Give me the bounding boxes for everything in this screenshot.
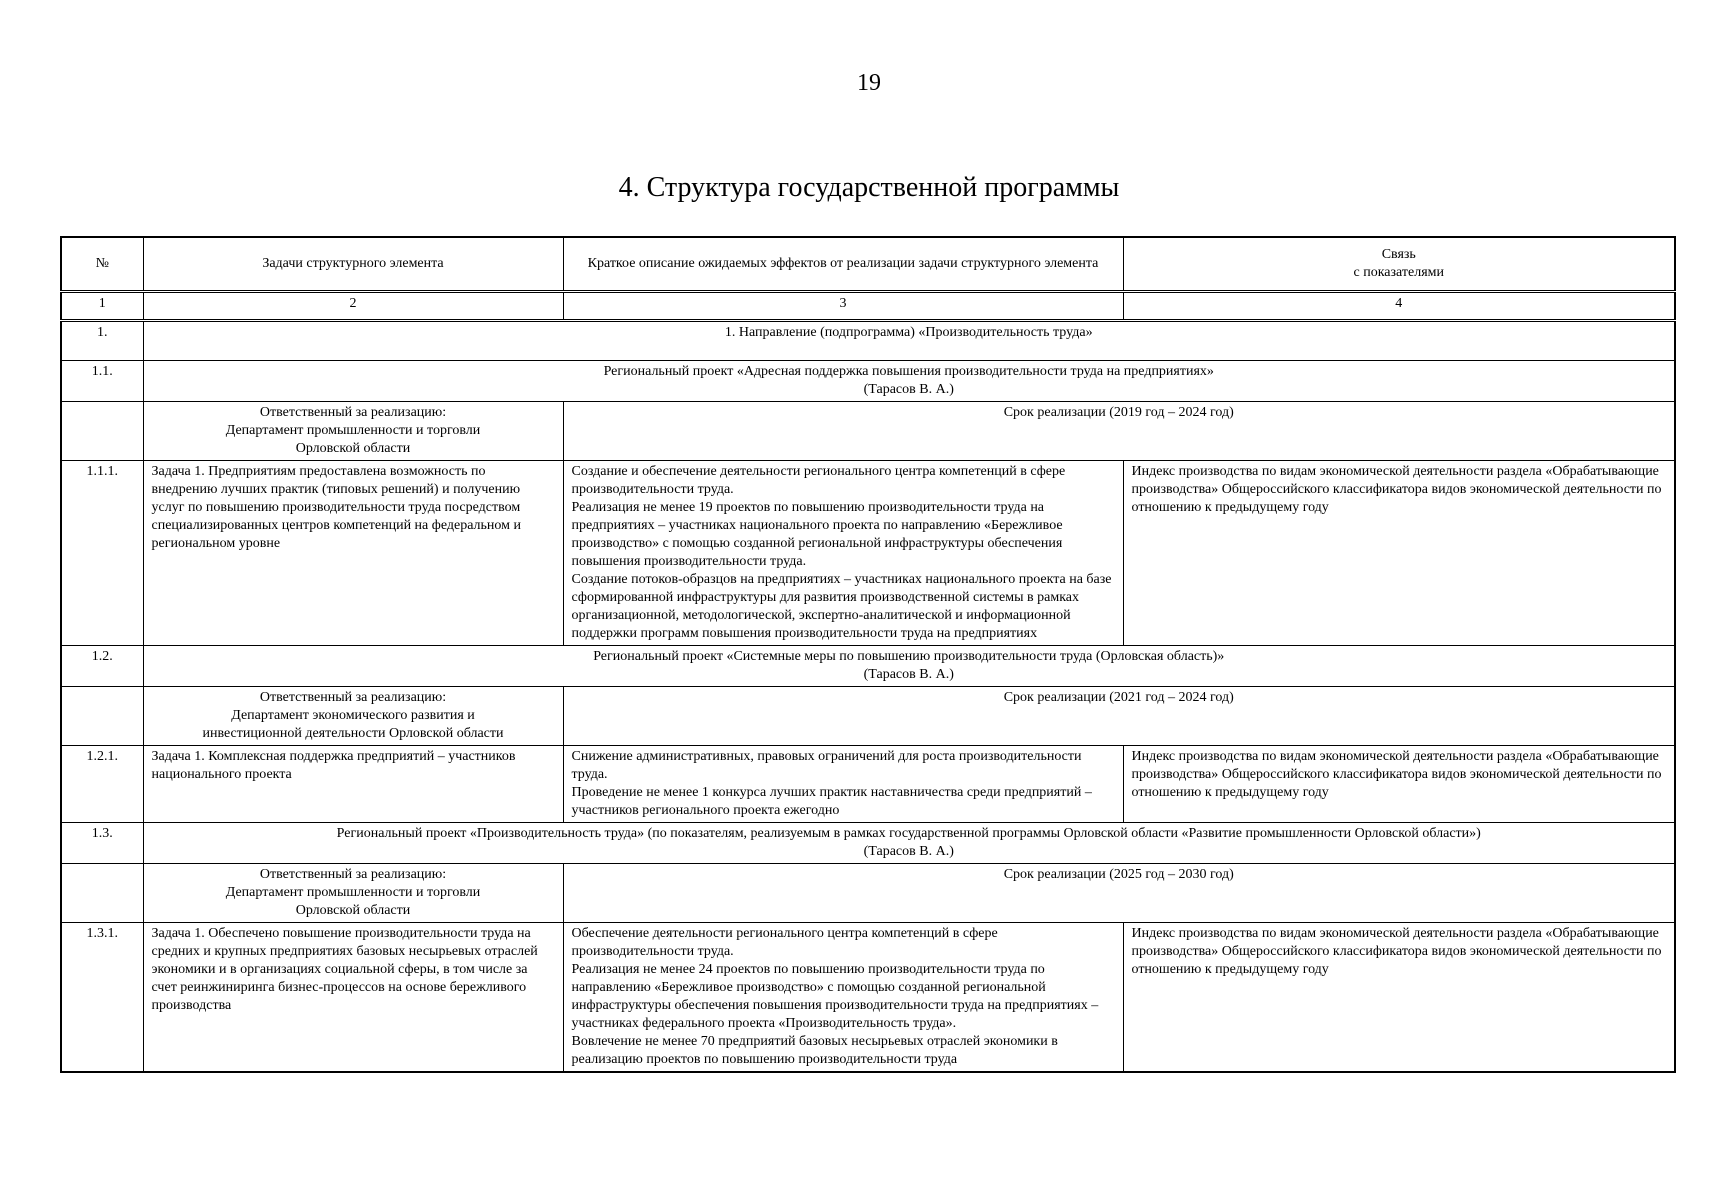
row-number: 1.1.1.: [61, 461, 143, 646]
page-title: 4. Структура государственной программы: [618, 172, 1120, 203]
project-title: Региональный проект «Адресная поддержка повышения производительности труда на предприятиях»: [603, 364, 1214, 379]
period-cell: Срок реализации (2019 год – 2024 год): [563, 402, 1675, 461]
table-row-project-1-1: [61, 361, 1675, 402]
header-indicators-line1: Связь: [1381, 247, 1416, 262]
effects-cell: [563, 746, 1123, 823]
effect-item: Вовлечение не менее 70 предприятий базовых несырьевых отраслей экономики в реализацию проектов по повышению производительности труда: [571, 1034, 1058, 1067]
responsible-label: Ответственный за реализацию:: [259, 690, 447, 705]
effect-item: Обеспечение деятельности регионального центра компетенций в сфере производительности труда.: [571, 926, 998, 959]
header-indicators-line2: с показателями: [1353, 265, 1444, 280]
row-number: 1.: [61, 321, 143, 361]
effect-item: Реализация не менее 24 проектов по повышению производительности труда по направлению «Бережливое производство» с помощью созданной региональной инфраструктуры обеспечения повышения производительности труда на предприятиях – участниках федерального проекта «Производительность труда».: [571, 962, 1099, 1031]
project-title-cell: [143, 646, 1675, 687]
responsible-label: Ответственный за реализацию:: [259, 405, 447, 420]
project-title-cell: [143, 361, 1675, 402]
program-structure-table: [60, 236, 1676, 1073]
task-text: Задача 1. Комплексная поддержка предприятий – участников национального проекта: [143, 746, 563, 823]
col-num-3: 3: [563, 292, 1123, 321]
responsible-cell: [143, 864, 563, 923]
row-number: 1.3.1.: [61, 923, 143, 1073]
project-title: Региональный проект «Производительность труда» (по показателям, реализуемым в рамках государственной программы Орловской области «Развитие промышленности Орловской области»): [336, 826, 1481, 841]
effect-item: Реализация не менее 19 проектов по повышению производительности труда на предприятиях – участниках национального проекта по направлению «Бережливое производство» с помощью созданной региональной инфраструктуры обеспечения повышения производительности труда.: [571, 500, 1063, 569]
indicator-text: Индекс производства по видам экономической деятельности раздела «Обрабатывающие производства» Общероссийского классификатора видов экономической деятельности по отношению к предыдущему году: [1123, 746, 1675, 823]
project-person: (Тарасов В. А.): [863, 667, 954, 682]
row-number: 1.1.: [61, 361, 143, 402]
table-header: [61, 237, 1675, 292]
row-number: 1.3.: [61, 823, 143, 864]
table-row-task-1-1-1: [61, 461, 1675, 646]
table-row-responsible-1-3: [61, 864, 1675, 923]
table-row-task-1-2-1: [61, 746, 1675, 823]
indicator-text: Индекс производства по видам экономической деятельности раздела «Обрабатывающие производства» Общероссийского классификатора видов экономической деятельности по отношению к предыдущему году: [1123, 461, 1675, 646]
task-text: Задача 1. Обеспечено повышение производительности труда на средних и крупных предприятиях базовых несырьевых отраслей экономики и в организациях социальной сферы, в том числе за счет реинжиниринга бизнес-процессов на основе бережливого производства: [143, 923, 563, 1073]
empty-cell: [61, 864, 143, 923]
responsible-org-line1: Департамент экономического развития и: [231, 708, 475, 723]
responsible-cell: [143, 687, 563, 746]
effect-item: Снижение административных, правовых ограничений для роста производительности труда.: [571, 749, 1082, 782]
table-row-responsible-1-2: [61, 687, 1675, 746]
responsible-org-line2: инвестиционной деятельности Орловской области: [202, 726, 504, 741]
header-number: №: [61, 237, 143, 292]
project-person: (Тарасов В. А.): [863, 844, 954, 859]
header-tasks: Задачи структурного элемента: [143, 237, 563, 292]
col-num-1: 1: [61, 292, 143, 321]
col-num-4: 4: [1123, 292, 1675, 321]
responsible-org-line1: Департамент промышленности и торговли: [225, 423, 481, 438]
effects-cell: [563, 461, 1123, 646]
empty-cell: [61, 687, 143, 746]
period-cell: Срок реализации (2021 год – 2024 год): [563, 687, 1675, 746]
effect-item: Создание потоков-образцов на предприятиях – участниках национального проекта на базе сформированной инфраструктуры для развития производственной системы в рамках организационной, методологической, экспертно-аналитической и информационной поддержки программ повышения производительности труда на предприятиях: [571, 572, 1112, 641]
responsible-cell: [143, 402, 563, 461]
responsible-org-line2: Орловской области: [295, 441, 411, 456]
indicator-text: Индекс производства по видам экономической деятельности раздела «Обрабатывающие производства» Общероссийского классификатора видов экономической деятельности по отношению к предыдущему году: [1123, 923, 1675, 1073]
task-text: Задача 1. Предприятиям предоставлена возможность по внедрению лучших практик (типовых решений) и получению услуг по повышению производительности труда посредством специализированных центров компетенций на федеральном и региональном уровне: [143, 461, 563, 646]
row-number: 1.2.1.: [61, 746, 143, 823]
effects-cell: [563, 923, 1123, 1073]
effect-item: Создание и обеспечение деятельности регионального центра компетенций в сфере производительности труда.: [571, 464, 1066, 497]
table-row-project-1-3: [61, 823, 1675, 864]
table-row-responsible-1-1: [61, 402, 1675, 461]
responsible-org-line1: Департамент промышленности и торговли: [225, 885, 481, 900]
table-row-section-1: [61, 321, 1675, 361]
empty-cell: [61, 402, 143, 461]
project-person: (Тарасов В. А.): [863, 382, 954, 397]
header-effects: Краткое описание ожидаемых эффектов от реализации задачи структурного элемента: [563, 237, 1123, 292]
responsible-org-line2: Орловской области: [295, 903, 411, 918]
column-number-row: [61, 292, 1675, 321]
table-row-project-1-2: [61, 646, 1675, 687]
header-indicators: [1123, 237, 1675, 292]
period-cell: Срок реализации (2025 год – 2030 год): [563, 864, 1675, 923]
section-title: 1. Направление (подпрограмма) «Производительность труда»: [143, 321, 1675, 361]
row-number: 1.2.: [61, 646, 143, 687]
table-row-task-1-3-1: [61, 923, 1675, 1073]
col-num-2: 2: [143, 292, 563, 321]
project-title: Региональный проект «Системные меры по повышению производительности труда (Орловская область)»: [593, 649, 1225, 664]
page-number: 19: [857, 70, 881, 96]
responsible-label: Ответственный за реализацию:: [259, 867, 447, 882]
project-title-cell: [143, 823, 1675, 864]
effect-item: Проведение не менее 1 конкурса лучших практик наставничества среди предприятий – участников регионального проекта ежегодно: [571, 785, 1092, 818]
